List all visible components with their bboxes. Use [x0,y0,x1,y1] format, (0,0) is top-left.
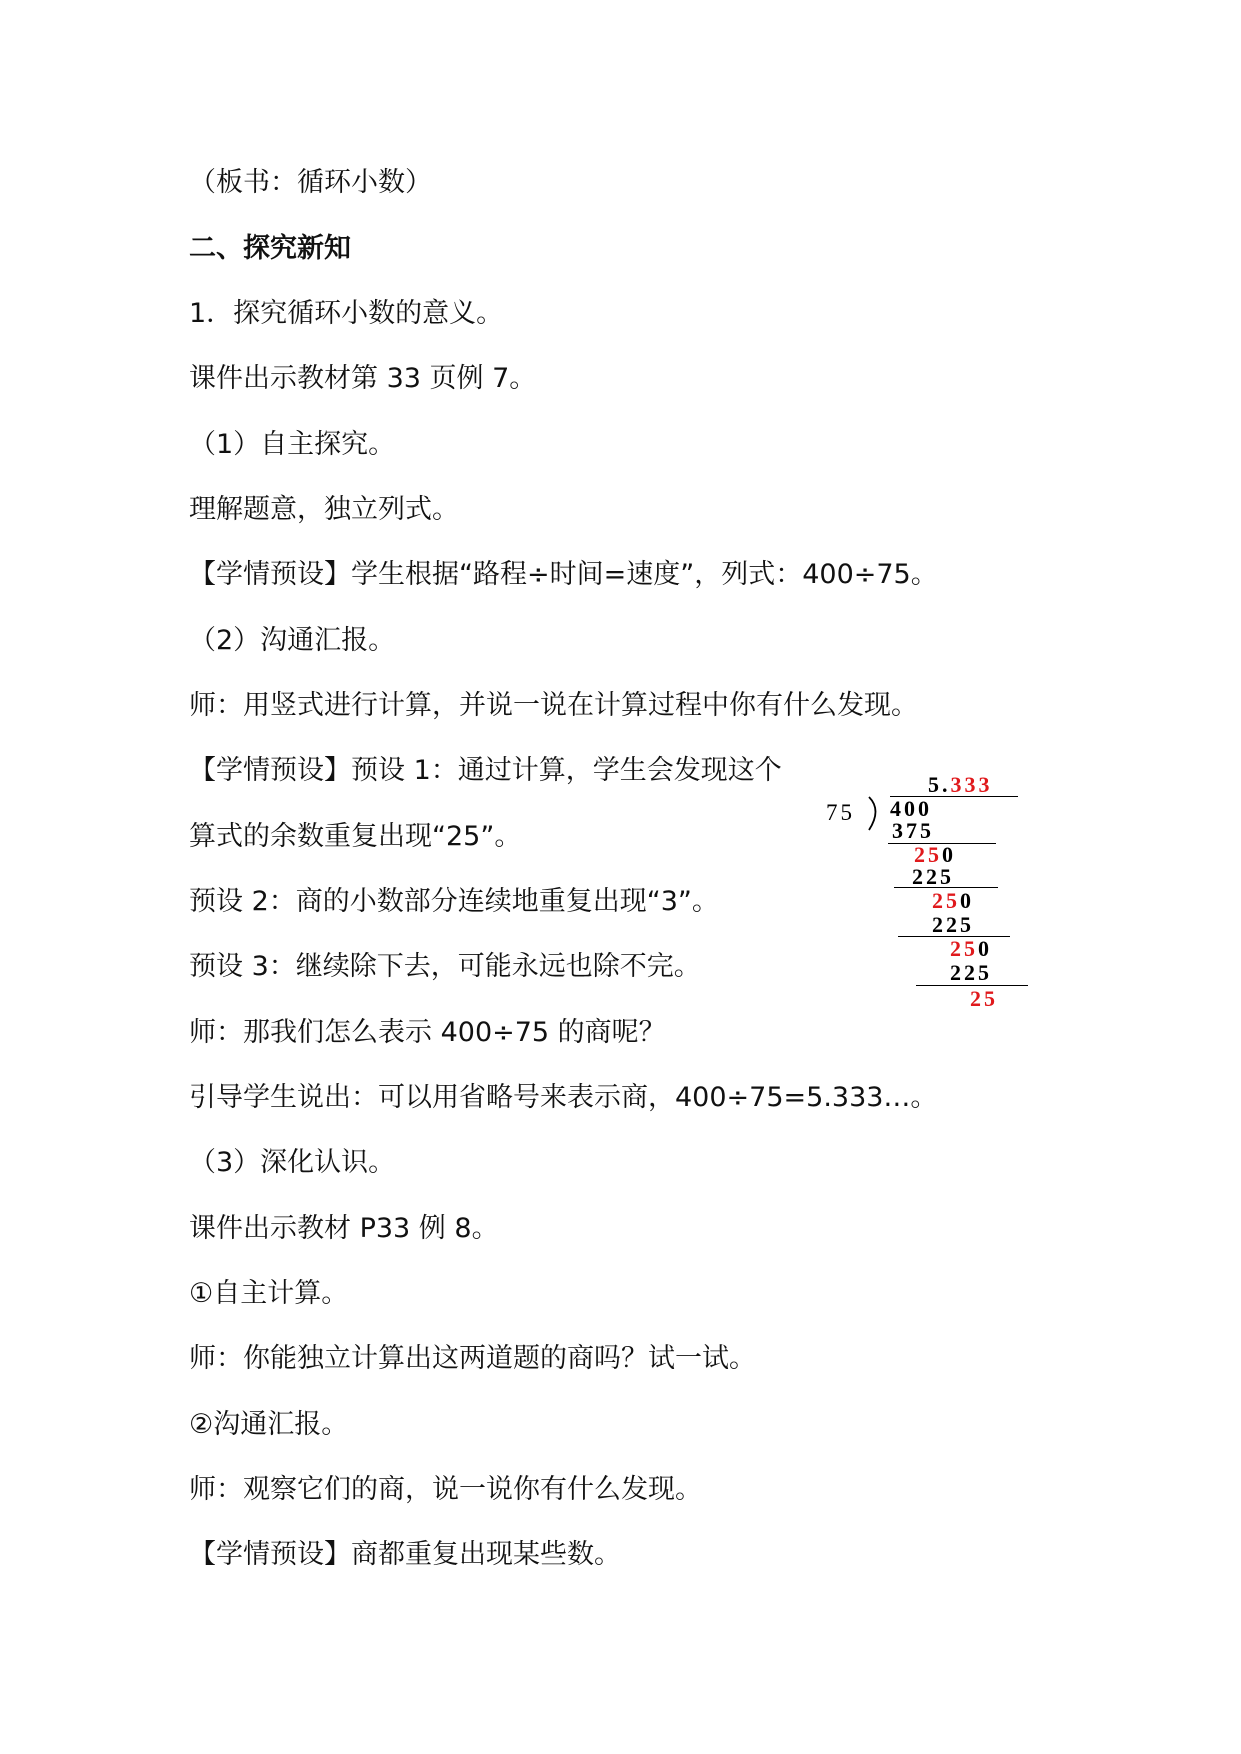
board-note: （板书：循环小数） [189,167,432,198]
paragraph: 课件出示教材 P33 例 8。 [189,1213,499,1244]
subtrahend: 375 [892,818,934,843]
paragraph: 预设 2：商的小数部分连续地重复出现“3”。 [189,886,719,917]
dividend: 400 [890,796,932,821]
paragraph: 预设 3：继续除下去，可能永远也除不完。 [189,951,701,982]
subtrahend: 225 [950,960,992,985]
subtrahend: 225 [912,864,954,889]
quotient: 5.333 [928,772,993,797]
section-heading: 二、探究新知 [189,233,351,264]
paragraph: ①自主计算。 [189,1278,349,1309]
remainder: 250 [914,842,956,867]
paragraph: 理解题意，独立列式。 [189,494,459,525]
paragraph: ②沟通汇报。 [189,1409,349,1440]
division-bracket [866,796,886,832]
paragraph: 算式的余数重复出现“25”。 [189,821,522,852]
remainder: 25 [970,986,998,1011]
paragraph: 【学情预设】预设 1：通过计算，学生会发现这个 [189,755,782,786]
paragraph: 师：观察它们的商，说一说你有什么发现。 [189,1474,702,1505]
long-division-figure [820,760,1050,1020]
paragraph: 课件出示教材第 33 页例 7。 [189,363,537,394]
subsection-title: 1．探究循环小数的意义。 [189,298,504,329]
subtrahend: 225 [932,912,974,937]
divisor: 75 [826,800,855,825]
paragraph: （3）深化认识。 [189,1147,396,1178]
paragraph: 师：那我们怎么表示 400÷75 的商呢？ [189,1017,666,1048]
paragraph: 【学情预设】学生根据“路程÷时间=速度”，列式：400÷75。 [189,559,938,590]
paragraph: （2）沟通汇报。 [189,625,396,656]
remainder: 250 [950,936,992,961]
paragraph: （1）自主探究。 [189,429,396,460]
paragraph: 【学情预设】商都重复出现某些数。 [189,1539,621,1570]
paragraph: 引导学生说出：可以用省略号来表示商，400÷75=5.333…。 [189,1082,938,1113]
paragraph: 师：用竖式进行计算，并说一说在计算过程中你有什么发现。 [189,690,918,721]
paragraph: 师：你能独立计算出这两道题的商吗？试一试。 [189,1343,756,1374]
remainder: 250 [932,888,974,913]
